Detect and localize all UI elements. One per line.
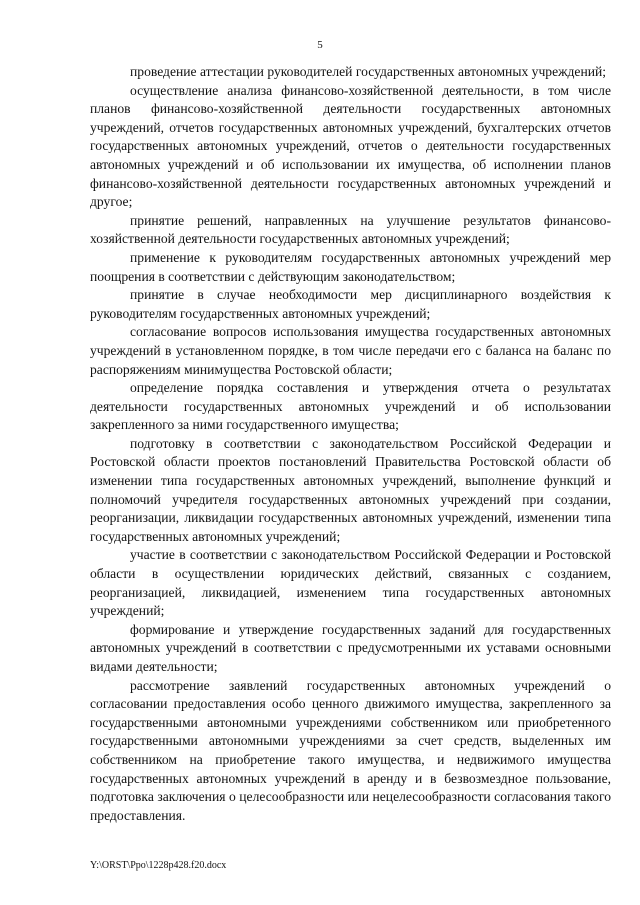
paragraph-legal-actions: участие в соответствии с законодательством Российской Федерации и Ростовской области в осуществлении юридических действий, связанных с созданием, реорганизацией, ликвидацией, изменением типа государственных автономных учреждений; bbox=[90, 547, 611, 619]
paragraph-financial-analysis: осуществление анализа финансово-хозяйственной деятельности, в том числе планов финансово-хозяйственной деятельности государственных автономных учреждений, отчетов государственных автономных учреждений, бухгалтерских отчетов государственных автономных учреждений, отчетов о деятельности государственных автономных учреждений и об использовании их имущества, об исполнении планов финансово-хозяйственной деятельности государственных автономных учреждений и другое; bbox=[90, 82, 611, 210]
paragraph-report-procedure: определение порядка составления и утверждения отчета о результатах деятельности государственных автономных учреждений и об использовании закрепленного за ними государственного имущества; bbox=[90, 380, 611, 433]
paragraph-disciplinary: принятие в случае необходимости мер дисциплинарного воздействия к руководителям государственных автономных учреждений; bbox=[90, 287, 611, 321]
footer-file-path: Y:\ORST\Ppo\1228p428.f20.docx bbox=[90, 860, 227, 871]
paragraph-decisions: принятие решений, направленных на улучшение результатов финансово-хозяйственной деятельности государственных автономных учреждений; bbox=[90, 212, 611, 247]
paragraph-property-use: согласование вопросов использования имущества государственных автономных учреждений в установленном порядке, в том числе передачи его с баланса на баланс по распоряжениям минимущества Ростовской области; bbox=[90, 324, 611, 377]
page-number: 5 bbox=[317, 39, 323, 51]
paragraph-incentives: применение к руководителям государственных автономных учреждений мер поощрения в соответствии с действующим законодательством; bbox=[90, 249, 611, 284]
paragraph-property-applications: рассмотрение заявлений государственных автономных учреждений о согласовании предоставления особо ценного движимого имущества, закрепленного за государственными автономными учреждениями собственником или приобретенного государственными автономными учреждениями за счет средств, выделенных им собственником на приобретение такого имущества, и недвижимого имущества государственных автономных учреждений в аренду и в безвозмездное пользование, подготовка заключения о целесообразности или нецелесообразности согласования такого предоставления. bbox=[90, 677, 611, 823]
paragraph-attestation: проведение аттестации руководителей государственных автономных учреждений; bbox=[130, 64, 607, 79]
paragraph-draft-resolutions: подготовку в соответствии с законодательством Российской Федерации и Ростовской области проектов постановлений Правительства Ростовской области об изменении типа государственных автономных учреждений, выполнение функций и полномочий учредителя государственных автономных учреждений при создании, реорганизации, ликвидации государственных автономных учреждений, изменении типа государственных автономных учреждений; bbox=[90, 435, 611, 544]
document-body bbox=[90, 63, 611, 825]
paragraph-state-assignments: формирование и утверждение государственных заданий для государственных автономных учреждений в соответствии с предусмотренными их уставами основными видами деятельности; bbox=[90, 621, 611, 674]
